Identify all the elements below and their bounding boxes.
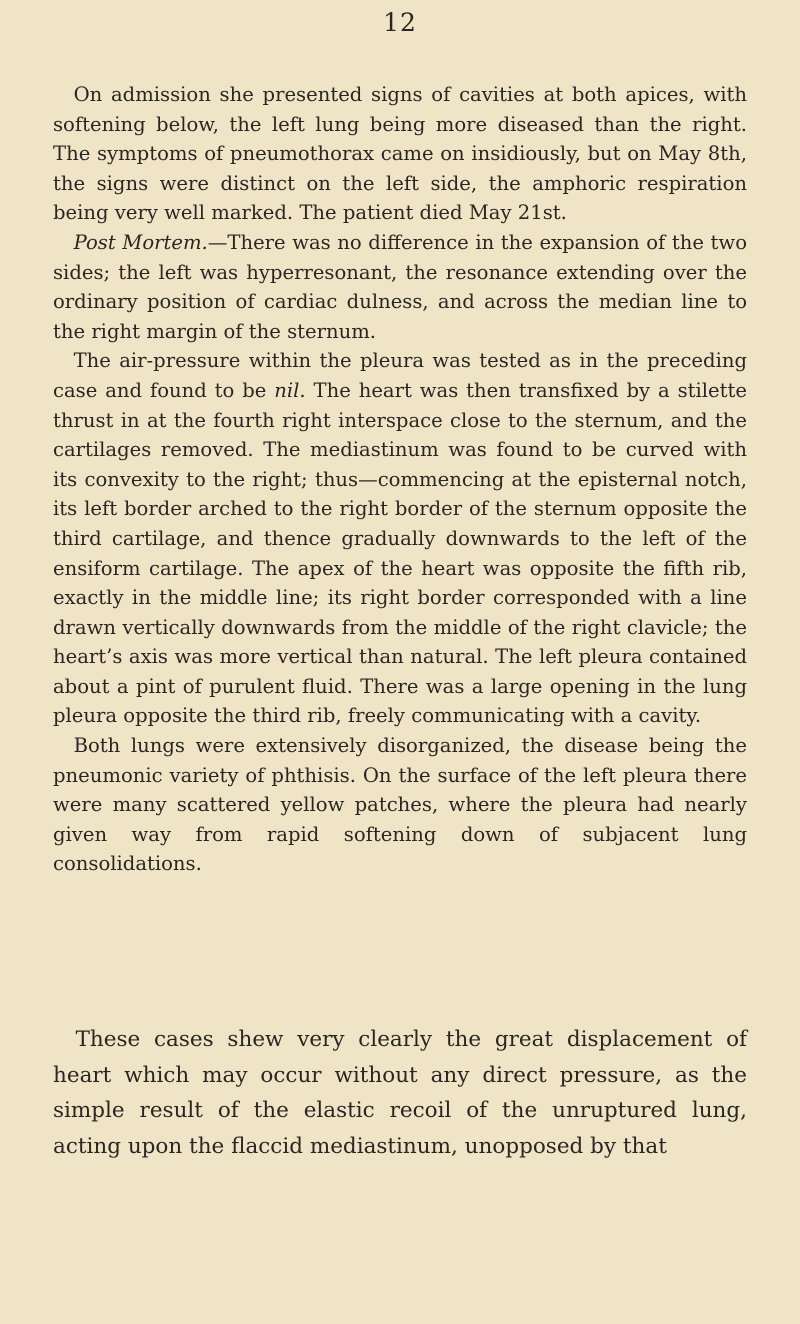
admission-paragraph: On admission she presented signs of cavities at both apices, with softening below, the left lung being more diseased than the right. The symptoms of pneumothorax came on insidiously, but on May 8th, the signs were distinct on the left side, the amphoric respiration being very well marked. The patient died May 21st. xyxy=(53,83,747,225)
post-mortem-text: —There was no difference in the expansion of the two sides; the left was hyperresonant, the resonance extending over the ordinary position of cardiac dulness, and across the median line to the right margin of the sternum. xyxy=(53,230,747,343)
post-mortem-paragraph xyxy=(53,228,747,346)
conclusion-text xyxy=(53,1022,747,1164)
lungs-paragraph: Both lungs were extensively disorganized, the disease being the pneumonic variety of phthisis. On the surface of the left pleura there were many scattered yellow patches, where the pleura had nearly given way from rapid softening down of subjacent lung consolidations. xyxy=(53,734,747,876)
air-pressure-paragraph xyxy=(53,346,747,731)
page-number: 12 xyxy=(383,8,417,37)
air-pressure-emphasis: nil xyxy=(274,378,300,402)
air-pressure-text-before: The air-pressure within the pleura was tested as in the preceding case and found to be xyxy=(53,349,747,402)
conclusion-paragraph: These cases shew very clearly the great displacement of heart which may occur without any direct pressure, as the simple result of the elastic recoil of the unruptured lung, acting upon the flaccid mediastinum, unopposed by that xyxy=(53,1027,747,1159)
case-report-text xyxy=(53,80,747,879)
air-pressure-text-after: . The heart was then transfixed by a stilette thrust in at the fourth right interspace close to the sternum, and the cartilages removed. The mediastinum was found to be curved with its convexity to the right; thus—commencing at the episternal notch, its left border arched to the right border of the sternum opposite the third cartilage, and thence gradually downwards to the left of the ensiform cartilage. The apex of the heart was opposite the fifth rib, exactly in the middle line; its right border corresponded with a line drawn vertically downwards from the middle of the right clavicle; the heart’s axis was more vertical than natural. The left pleura contained about a pint of purulent fluid. There was a large opening in the lung pleura opposite the third rib, freely communicating with a cavity. xyxy=(53,378,747,728)
post-mortem-heading: Post Mortem. xyxy=(73,230,208,254)
